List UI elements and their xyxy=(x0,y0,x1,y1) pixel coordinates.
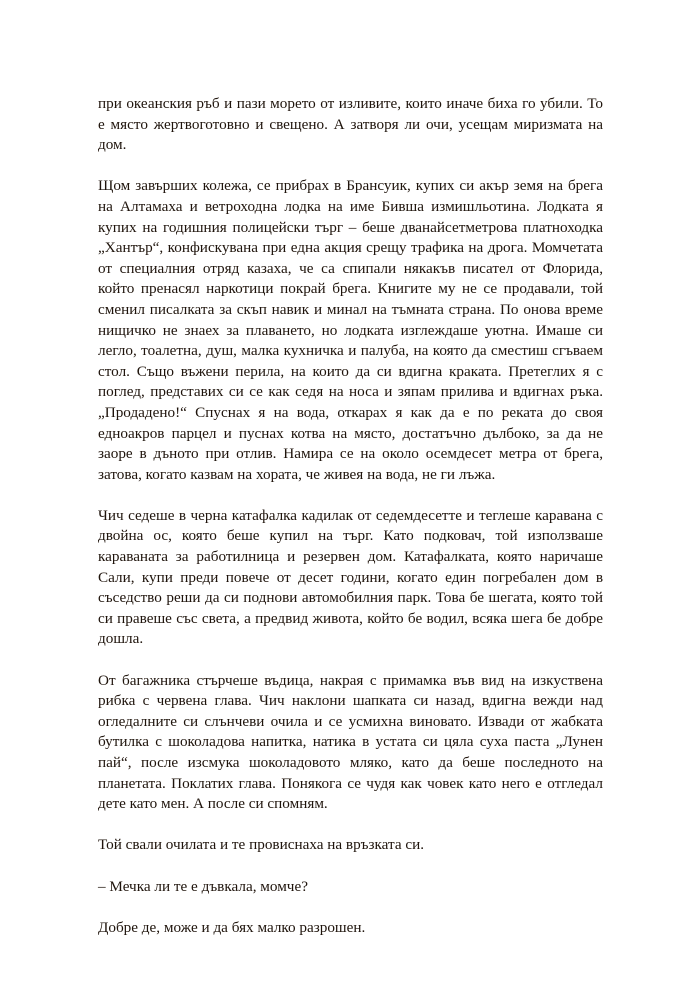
paragraph-7: Добре де, може и да бях малко разрошен. xyxy=(98,918,366,936)
paragraph-2: Щом завърших колежа, се прибрах в Брансуик, купих си акър земя на брега на Алтамаха и ветроходна лодка на име Бивша измишльотина. Лодката я купих на годишния полицейски търг – беше дванайсетметрова платноходка „Хантър“, конфискувана при една акция срещу трафика на дрога. Момчетата от специалния отряд казаха, че са спипали някакъв писател от Флорида, който пренасял наркотици покрай брега. Книгите му не се продавали, той сменил писалката за скъп навик и минал на тъмната страна. По онова време нищичко не знаех за плаването, но лодката изглеждаше уютна. Имаше си легло, тоалетна, душ, малка кухничка и палуба, на която да сместиш сгъваем стол. Също въжени перила, на които да си вдигна краката. Претеглих я с поглед, представих си се как седя на носа и зяпам прилива и вдигнах ръка. „Продадено!“ Спуснах я на вода, откарах я как да е по реката до своя едноакров парцел и пуснах котва на място, достатъчно дълбоко, за да не заоре в дъното при отлив. Намира се на около осемдесет метра от брега, затова, когато казвам на хората, че живея на вода, не ги лъжа. xyxy=(98,177,603,483)
dialogue-line: – Мечка ли те е дъвкала, момче? xyxy=(98,877,308,895)
body-text xyxy=(98,94,603,959)
paragraph-4: От багажника стърчеше въдица, накрая с примамка във вид на изкуствена рибка с червена глава. Чич наклони шапката си назад, вдигна вежди над огледалните си слънчеви очила и се усмихна виновато. Извади от жабката бутилка с шоколадова напитка, натика в устата си цяла суха паста „Лунен пай“, после изсмука шоколадовото мляко, като да беше последното на планетата. Поклатих глава. Понякога се чудя как човек като него е отгледал дете като мен. А после си спомням. xyxy=(98,671,603,813)
paragraph-3: Чич седеше в черна катафалка кадилак от седемдесетте и теглеше каравана с двойна ос, която беше купил на търг. Като подковач, той използваше караваната за работилница и резервен дом. Катафалката, която наричаше Сали, купи преди повече от десет години, когато един погребален дом в съседство реши да си поднови автомобилния парк. Това бе шегата, която той си правеше със света, а предвид живота, който бе водил, всяка шега бе добре дошла. xyxy=(98,506,603,648)
paragraph-1: при океанския ръб и пази морето от изливите, които иначе биха го убили. То е място жертвоготовно и свещено. А затворя ли очи, усещам миризмата на дом. xyxy=(98,95,603,154)
paragraph-5: Той свали очилата и те провиснаха на връзката си. xyxy=(98,836,425,854)
